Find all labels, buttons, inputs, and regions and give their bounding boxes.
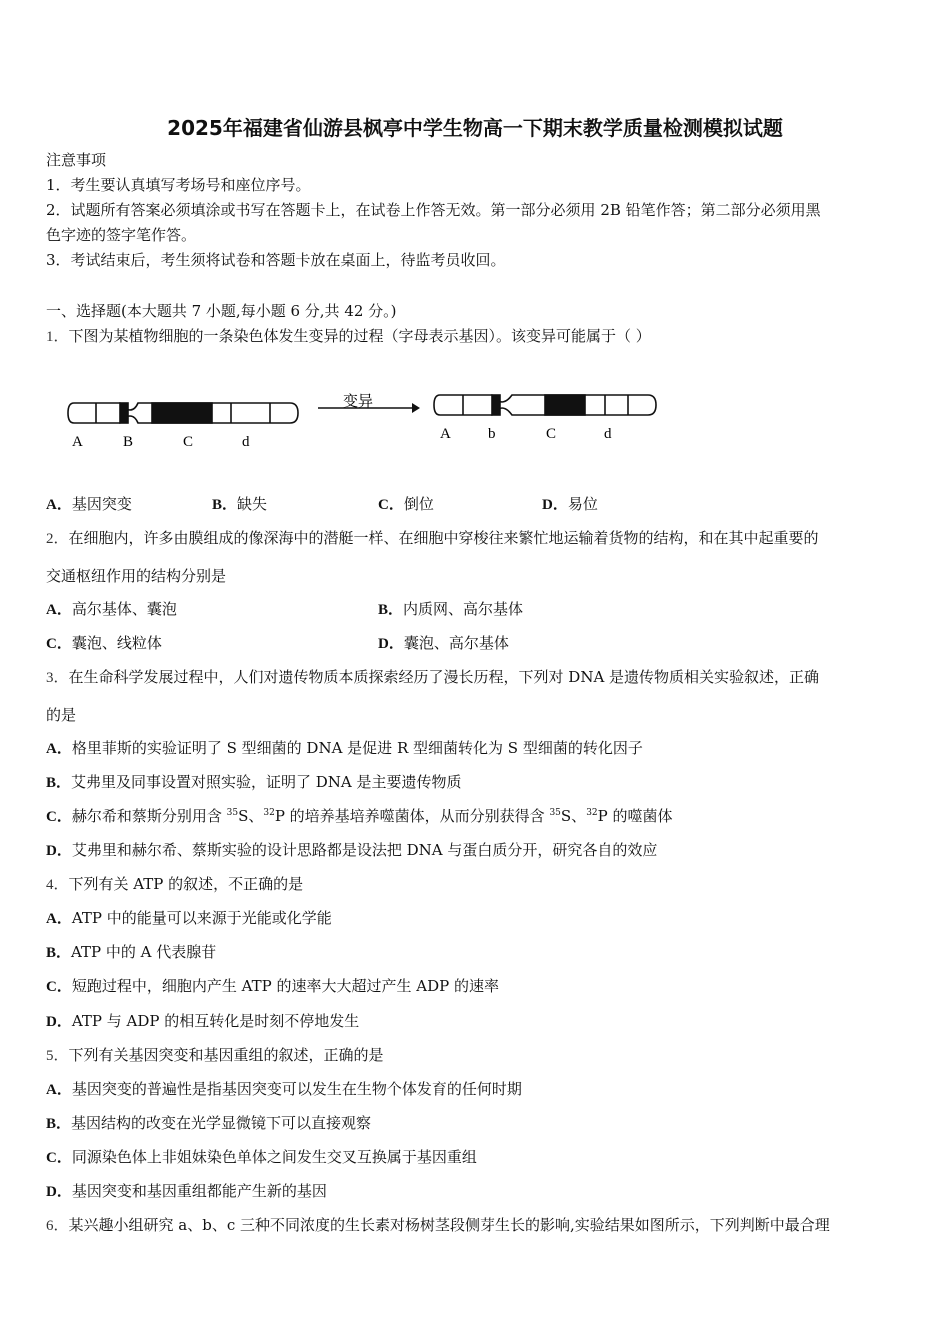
option-label: B． xyxy=(46,945,72,961)
question-text: 某兴趣小组研究 a、b、c 三种不同浓度的生长素对杨树茎段侧芽生长的影响,实验结果如图所示，下列判断中最合理 xyxy=(68,1216,830,1234)
notice-item: 色字迹的签字笔作答。 xyxy=(46,226,197,244)
option-label: A． xyxy=(46,911,72,927)
option-label: A． xyxy=(46,1082,72,1098)
option-text: 基因结构的改变在光学显微镜下可以直接观察 xyxy=(71,1114,372,1132)
question-number: 6． xyxy=(46,1218,69,1234)
chromosome-after xyxy=(434,395,656,415)
option-a xyxy=(46,738,643,759)
option-text: 基因突变和基因重组都能产生新的基因 xyxy=(71,1182,327,1200)
option-a xyxy=(46,1079,522,1100)
option-d xyxy=(46,1011,359,1032)
option-label: C． xyxy=(378,497,404,513)
option-text: 倒位 xyxy=(403,495,434,513)
option-text: 格里菲斯的实验证明了 S 型细菌的 DNA 是促进 R 型细菌转化为 S 型细菌的转化因子 xyxy=(71,739,643,757)
question-3-stem xyxy=(46,667,819,688)
superscript: 35 xyxy=(549,808,561,818)
option-b xyxy=(46,1113,371,1134)
question-text: 下列有关基因突变和基因重组的叙述，正确的是 xyxy=(68,1046,384,1064)
option-text: ATP 中的 A 代表腺苷 xyxy=(71,943,217,961)
option-text: 囊泡、线粒体 xyxy=(71,634,162,652)
option-label: C． xyxy=(46,636,72,652)
question-5-stem xyxy=(46,1045,384,1066)
option-label: A． xyxy=(46,497,72,513)
option-label: D． xyxy=(46,843,72,859)
option-text: 内质网、高尔基体 xyxy=(403,600,524,618)
option-text: 缺失 xyxy=(237,495,268,513)
gene-label: d xyxy=(242,434,250,450)
option-text: 囊泡、高尔基体 xyxy=(403,634,509,652)
gene-label: C xyxy=(183,434,194,450)
question-4-stem xyxy=(46,874,303,895)
option-label: B． xyxy=(46,1116,72,1132)
option-text: 短跑过程中，细胞内产生 ATP 的速率大大超过产生 ADP 的速率 xyxy=(71,977,499,995)
option-text: 基因突变 xyxy=(71,495,132,513)
superscript: 35 xyxy=(226,808,239,818)
option-text: 基因突变的普遍性是指基因突变可以发生在生物个体发育的任何时期 xyxy=(71,1080,522,1098)
question-3-stem-cont: 的是 xyxy=(46,706,77,724)
question-number: 2． xyxy=(46,531,69,547)
option-a xyxy=(46,599,177,620)
option-text: P 的培养基培养噬菌体，从而分别获得含 xyxy=(274,807,550,825)
superscript: 32 xyxy=(586,808,598,818)
option-label: C． xyxy=(46,979,72,995)
gene-label: C xyxy=(546,426,557,442)
gene-label: A xyxy=(440,426,451,442)
section-heading: 一、选择题(本大题共 7 小题,每小题 6 分,共 42 分。) xyxy=(46,302,397,320)
option-c xyxy=(46,633,162,654)
notice-item: 2．试题所有答案必须填涂或书写在答题卡上，在试卷上作答无效。第一部分必须用 2B 铅笔作答；第二部分必须用黑 xyxy=(46,201,821,219)
option-c xyxy=(46,806,673,827)
option-d xyxy=(378,633,509,654)
option-label: D． xyxy=(542,497,568,513)
option-label: D． xyxy=(378,636,404,652)
option-label: C． xyxy=(46,1150,72,1166)
page-title: 2025年福建省仙游县枫亭中学生物高一下期末教学质量检测模拟试题 xyxy=(167,116,783,140)
question-number: 4． xyxy=(46,877,69,893)
option-d xyxy=(46,1181,327,1202)
question-number: 5． xyxy=(46,1048,69,1064)
gene-label: B xyxy=(123,434,134,450)
question-text: 下图为某植物细胞的一条染色体发生变异的过程（字母表示基因）。该变异可能属于（ ） xyxy=(68,327,651,345)
option-label: B． xyxy=(212,497,238,513)
option-text: 艾弗里和赫尔希、蔡斯实验的设计思路都是设法把 DNA 与蛋白质分开，研究各自的效应 xyxy=(71,841,658,859)
option-text: ATP 中的能量可以来源于光能或化学能 xyxy=(71,909,332,927)
option-b xyxy=(212,494,267,515)
option-c xyxy=(46,1147,477,1168)
option-text: P 的噬菌体 xyxy=(597,807,673,825)
option-label: A． xyxy=(46,741,72,757)
option-text: S、 xyxy=(238,807,264,825)
option-label: D． xyxy=(46,1014,72,1030)
question-6-stem xyxy=(46,1215,830,1236)
option-text: S、 xyxy=(560,807,587,825)
question-2-stem-cont: 交通枢纽作用的结构分别是 xyxy=(46,567,227,585)
option-text: ATP 与 ADP 的相互转化是时刻不停地发生 xyxy=(71,1012,360,1030)
question-2-stem xyxy=(46,528,819,549)
gene-label: A xyxy=(72,434,83,450)
option-text: 艾弗里及同事设置对照实验，证明了 DNA 是主要遗传物质 xyxy=(71,773,462,791)
question-text: 下列有关 ATP 的叙述，不正确的是 xyxy=(68,875,304,893)
option-c xyxy=(46,976,499,997)
option-d xyxy=(46,840,657,861)
chromosome-figure xyxy=(60,378,680,458)
superscript: 32 xyxy=(263,808,275,818)
option-d xyxy=(542,494,598,515)
arrow-label: 变异 xyxy=(343,392,374,410)
option-text: 同源染色体上非姐妹染色单体之间发生交叉互换属于基因重组 xyxy=(71,1148,477,1166)
option-c xyxy=(378,494,434,515)
option-label: A． xyxy=(46,602,72,618)
question-text: 在生命科学发展过程中，人们对遗传物质本质探索经历了漫长历程，下列对 DNA 是遗传物质相关实验叙述，正确 xyxy=(68,668,820,686)
option-a xyxy=(46,908,332,929)
option-text: 高尔基体、囊泡 xyxy=(71,600,177,618)
option-a xyxy=(46,494,132,515)
chromosome-before xyxy=(68,403,298,423)
option-label: B． xyxy=(378,602,404,618)
option-text: 易位 xyxy=(567,495,598,513)
question-number: 3． xyxy=(46,670,69,686)
gene-label: d xyxy=(604,426,612,442)
question-text: 在细胞内，许多由膜组成的像深海中的潜艇一样、在细胞中穿梭往来繁忙地运输着货物的结构，和在其中起重要的 xyxy=(68,529,819,547)
question-number: 1． xyxy=(46,329,69,345)
gene-label: b xyxy=(488,426,496,442)
question-1-stem xyxy=(46,326,651,347)
option-b xyxy=(378,599,523,620)
notice-item: 1．考生要认真填写考场号和座位序号。 xyxy=(46,176,311,194)
option-label: C． xyxy=(46,809,72,825)
option-label: B． xyxy=(46,775,72,791)
notice-heading: 注意事项 xyxy=(46,151,107,169)
option-b xyxy=(46,942,216,963)
option-b xyxy=(46,772,462,793)
option-text: 赫尔希和蔡斯分别用含 xyxy=(71,807,227,825)
notice-item: 3．考试结束后，考生须将试卷和答题卡放在桌面上，待监考员收回。 xyxy=(46,251,506,269)
option-label: D． xyxy=(46,1184,72,1200)
